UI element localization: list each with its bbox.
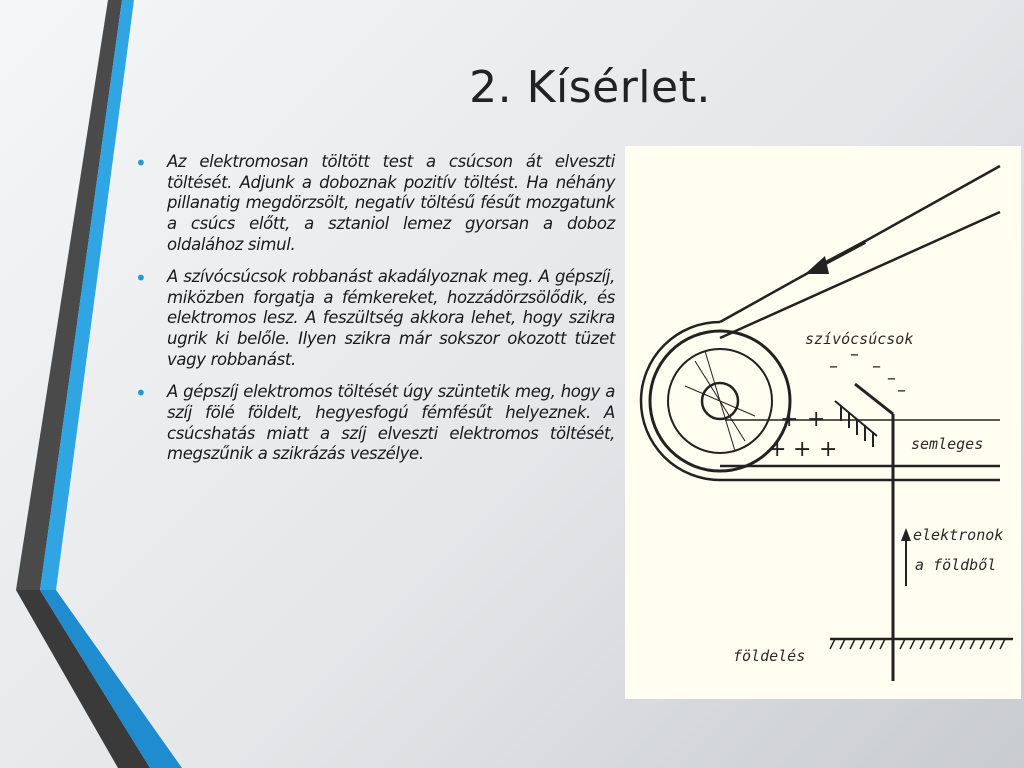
svg-text:+: + xyxy=(768,437,787,462)
bullet-list xyxy=(135,152,615,477)
bullet-text: A gépszíj elektromos töltését úgy szüntetik meg, hogy a szíj fölé földelt, hegyesfogú fémfésűt helyeznek. A csúcshatás miatt a szíj elveszti elektromos töltését, megszűnik a szikrázás veszélye. xyxy=(167,382,615,464)
svg-text:–: – xyxy=(872,356,881,377)
bullet-dot-icon: • xyxy=(135,266,147,291)
electron-flow-arrow-icon xyxy=(901,528,911,586)
bullet-item xyxy=(135,267,615,370)
positive-charges xyxy=(768,407,837,462)
belt-grounding-diagram xyxy=(625,146,1021,699)
belt-icon xyxy=(641,166,1000,480)
svg-text:–: – xyxy=(897,380,906,401)
label-foldeles: földelés xyxy=(733,647,806,665)
label-a-foldbol: a földből xyxy=(915,556,997,574)
svg-text:–: – xyxy=(850,344,859,365)
svg-text:–: – xyxy=(887,368,896,389)
label-semleges: semleges xyxy=(911,435,984,453)
direction-arrow-icon xyxy=(805,242,865,274)
label-szivocsucsok: szívócsúcsok xyxy=(805,330,914,348)
bullet-item xyxy=(135,152,615,255)
svg-text:+: + xyxy=(793,437,812,462)
label-elektronok: elektronok xyxy=(913,526,1004,544)
comb-icon xyxy=(835,384,893,466)
bullet-item xyxy=(135,382,615,465)
bullet-text: A szívócsúcsok robbanást akadályoznak meg. A gépszíj, miközben forgatja a fémkereket, hozzádörzsölődik, és elektromos lesz. A feszültség akkora lehet, hogy szikra ugrik ki belőle. Ilyen szikra már sokszor okozott tüzet vagy robbanást. xyxy=(167,267,615,369)
bullet-text: Az elektromosan töltött test a csúcson át elveszti töltését. Adjunk a doboznak pozitív töltést. Ha néhány pillanatig megdörzsölt, negatív töltésű fésűt mozgatunk a csúcs előtt, a sztaniol lemez gyorsan a doboz oldalához simul. xyxy=(167,152,615,254)
svg-text:+: + xyxy=(807,407,826,432)
svg-text:+: + xyxy=(819,437,838,462)
bullet-dot-icon: • xyxy=(135,381,147,406)
svg-text:–: – xyxy=(829,356,838,377)
bullet-dot-icon: • xyxy=(135,151,147,175)
slide-title: 2. Kísérlet. xyxy=(469,62,711,113)
svg-text:+: + xyxy=(780,407,799,432)
